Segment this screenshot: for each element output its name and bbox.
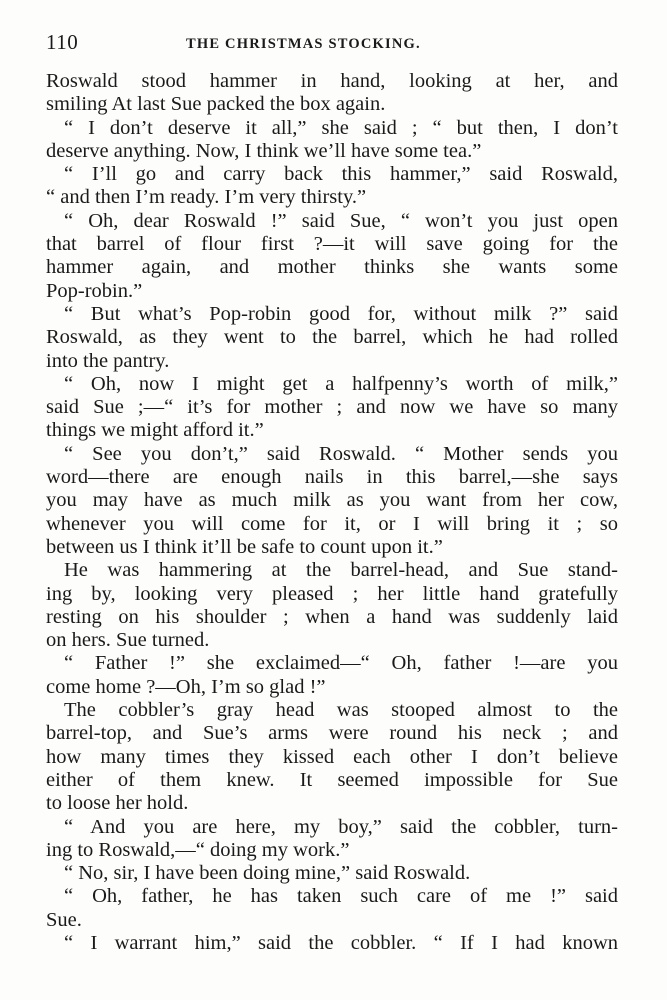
text-line: you may have as much milk as you want from her cow, [46,489,618,512]
text-line: The cobbler’s gray head was stooped almost to the [64,699,618,722]
running-head: THE CHRISTMAS STOCKING. [186,36,421,52]
page-number: 110 [46,30,79,54]
body-text [46,70,618,955]
text-line: into the pantry. [46,349,170,372]
text-line: “ But what’s Pop-robin good for, without milk ?” said [64,302,618,325]
text-line: to loose her hold. [46,792,189,815]
text-line: on hers. Sue turned. [46,629,210,652]
text-line: whenever you will come for it, or I will bring it ; so [46,512,618,535]
text-line: how many times they kissed each other I don’t believe [46,745,618,768]
text-line: “ Father !” she exclaimed—“ Oh, father !—are you [64,652,618,675]
text-line: “ I warrant him,” said the cobbler. “ If I had known [64,931,618,954]
text-line: “ Oh, dear Roswald !” said Sue, “ won’t you just open [64,209,618,232]
text-line: resting on his shoulder ; when a hand was suddenly laid [46,605,618,628]
text-line: things we might afford it.” [46,419,264,442]
text-line: barrel-top, and Sue’s arms were round his neck ; and [46,722,618,745]
text-line: “ And you are here, my boy,” said the cobbler, turn- [64,815,618,838]
page-header [46,30,620,58]
text-line: that barrel of flour first ?—it will save going for the [46,233,618,256]
text-line: between us I think it’ll be safe to count upon it.” [46,535,443,558]
text-line: word—there are enough nails in this barrel,—she says [46,466,618,489]
text-line: come home ?—Oh, I’m so glad !” [46,675,326,698]
text-line: Pop-robin.” [46,279,143,302]
text-line: Roswald, as they went to the barrel, which he had rolled [46,326,618,349]
text-line: “ Oh, now I might get a halfpenny’s worth of milk,” [64,372,618,395]
text-line: ing to Roswald,—“ doing my work.” [46,838,350,861]
text-line: Roswald stood hammer in hand, looking at her, and [46,70,618,92]
text-line: He was hammering at the barrel-head, and Sue stand- [64,559,618,582]
text-line: deserve anything. Now, I think we’ll have some tea.” [46,139,482,162]
text-line: “ I don’t deserve it all,” she said ; “ but then, I don’t [64,116,618,139]
text-line: hammer again, and mother thinks she wants some [46,256,618,279]
text-line: Sue. [46,908,82,931]
text-line: ing by, looking very pleased ; her little hand gratefully [46,582,618,605]
text-line: “ and then I’m ready. I’m very thirsty.” [46,186,367,209]
text-line: “ Oh, father, he has taken such care of me !” said [64,885,618,908]
text-line: “ See you don’t,” said Roswald. “ Mother sends you [64,442,618,465]
text-line: “ I’ll go and carry back this hammer,” said Roswald, [64,163,618,186]
text-line: either of them knew. It seemed impossible for Sue [46,768,618,791]
text-line: smiling At last Sue packed the box again. [46,93,386,116]
text-line: said Sue ;—“ it’s for mother ; and now we have so many [46,396,618,419]
text-line: “ No, sir, I have been doing mine,” said Roswald. [64,862,471,885]
